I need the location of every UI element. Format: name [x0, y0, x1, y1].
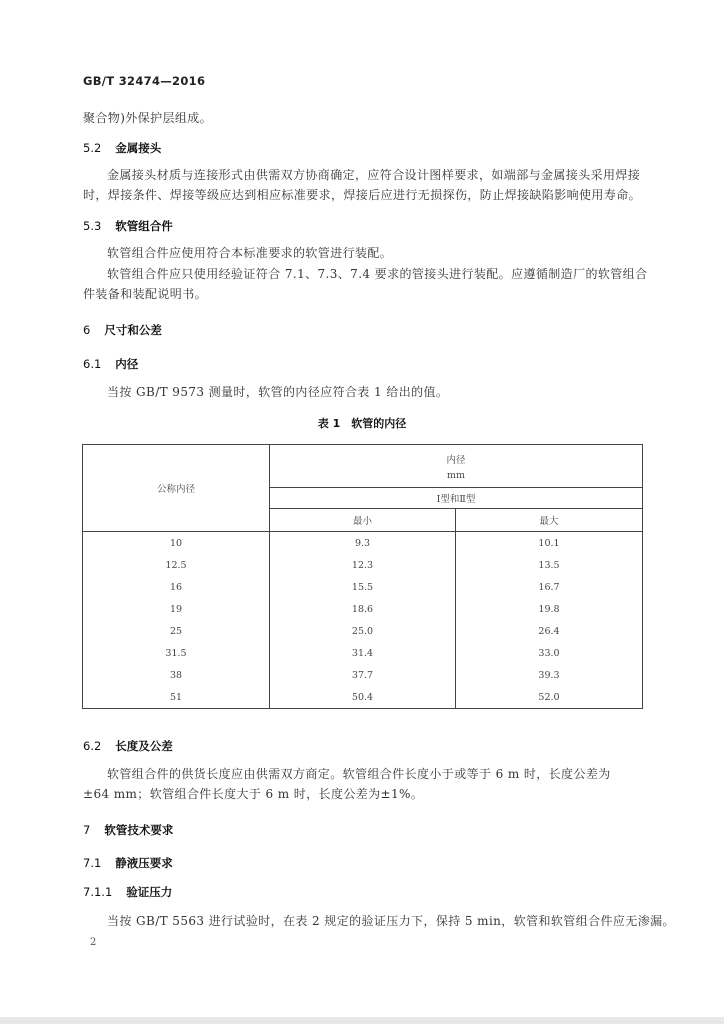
cell-min: 15.5 [270, 576, 456, 598]
table-row [83, 686, 643, 709]
table-row [83, 642, 643, 664]
inner-diameter-table [82, 444, 643, 709]
section-title: 静液压要求 [115, 856, 173, 870]
cell-max: 39.3 [456, 664, 643, 686]
cell-nominal: 12.5 [83, 554, 270, 576]
cell-max: 13.5 [456, 554, 643, 576]
section-title: 金属接头 [115, 141, 162, 155]
section-6-heading [83, 322, 162, 338]
section-7-1-heading [83, 855, 173, 871]
cell-nominal: 10 [83, 532, 270, 555]
section-7-1-1-para: 当按 GB/T 5563 进行试验时，在表 2 规定的验证压力下，保持 5 min，软管和软管组合件应无渗漏。 [107, 914, 675, 928]
table-row [83, 532, 643, 555]
inner-diameter-label: 内径 [446, 454, 466, 466]
section-title: 长度及公差 [115, 739, 173, 753]
page-number: 2 [90, 937, 97, 948]
standard-number: GB/T 32474—2016 [83, 74, 206, 88]
table-row [83, 664, 643, 686]
section-7-1-1-heading [83, 884, 172, 900]
section-5-2-para-line2: 时，焊接条件、焊接等级应达到相应标准要求，焊接后应进行无损探伤，防止焊接缺陷影响使用寿命。 [83, 188, 642, 202]
section-5-3-para2-line1: 软管组合件应只使用经验证符合 7.1、7.3、7.4 要求的管接头进行装配。应遵循制造厂的软管组合 [107, 267, 648, 281]
section-number: 5.3 [83, 219, 102, 233]
section-6-2-para-line2: ±64 mm；软管组合件长度大于 6 m 时，长度公差为±1%。 [83, 787, 424, 801]
cell-max: 16.7 [456, 576, 643, 598]
cell-nominal: 25 [83, 620, 270, 642]
cell-nominal: 19 [83, 598, 270, 620]
col-header-type: Ⅰ型和Ⅱ型 [270, 488, 643, 509]
col-header-min: 最小 [270, 509, 456, 532]
page-bottom-edge [0, 1017, 724, 1024]
cell-min: 37.7 [270, 664, 456, 686]
section-6-1-heading [83, 356, 138, 372]
cell-max: 10.1 [456, 532, 643, 555]
cell-min: 25.0 [270, 620, 456, 642]
section-number: 6 [83, 323, 91, 337]
inner-diameter-unit: mm [446, 469, 466, 481]
section-number: 7 [83, 823, 91, 837]
cell-nominal: 16 [83, 576, 270, 598]
section-title: 软管技术要求 [104, 823, 174, 837]
section-5-2-para-line1: 金属接头材质与连接形式由供需双方协商确定，应符合设计图样要求，如端部与金属接头采用焊接 [107, 168, 641, 182]
cell-nominal: 31.5 [83, 642, 270, 664]
cell-nominal: 38 [83, 664, 270, 686]
section-5-3-heading [83, 218, 173, 234]
table-caption: 表 1 软管的内径 [317, 417, 407, 430]
cell-min: 31.4 [270, 642, 456, 664]
section-title: 尺寸和公差 [104, 323, 162, 337]
section-title: 内径 [115, 357, 139, 371]
section-6-2-heading [83, 738, 173, 754]
table-row [83, 576, 643, 598]
section-number: 6.1 [83, 357, 102, 371]
section-5-3-para2-line2: 件装备和装配说明书。 [83, 287, 208, 301]
section-6-2-para-line1: 软管组合件的供货长度应由供需双方商定。软管组合件长度小于或等于 6 m 时，长度公差为 [107, 767, 611, 781]
section-number: 7.1.1 [83, 885, 113, 899]
col-header-nominal: 公称内径 [83, 445, 270, 532]
cell-min: 9.3 [270, 532, 456, 555]
section-number: 5.2 [83, 141, 102, 155]
col-header-max: 最大 [456, 509, 643, 532]
cell-max: 33.0 [456, 642, 643, 664]
section-6-1-para: 当按 GB/T 9573 测量时，软管的内径应符合表 1 给出的值。 [107, 385, 449, 399]
cell-min: 50.4 [270, 686, 456, 709]
table-body [83, 445, 643, 709]
table-row [83, 598, 643, 620]
cell-nominal: 51 [83, 686, 270, 709]
section-7-heading [83, 822, 173, 838]
section-5-3-para1: 软管组合件应使用符合本标准要求的软管进行装配。 [107, 246, 393, 260]
section-title: 软管组合件 [115, 219, 173, 233]
cell-max: 52.0 [456, 686, 643, 709]
section-5-2-heading [83, 140, 161, 156]
section-number: 6.2 [83, 739, 102, 753]
cell-max: 26.4 [456, 620, 643, 642]
cell-min: 12.3 [270, 554, 456, 576]
table-row [83, 620, 643, 642]
section-title: 验证压力 [126, 885, 173, 899]
cell-min: 18.6 [270, 598, 456, 620]
table-row [83, 554, 643, 576]
cell-max: 19.8 [456, 598, 643, 620]
section-number: 7.1 [83, 856, 102, 870]
col-header-inner-diameter [270, 445, 643, 488]
continuation-text: 聚合物)外保护层组成。 [83, 111, 213, 125]
